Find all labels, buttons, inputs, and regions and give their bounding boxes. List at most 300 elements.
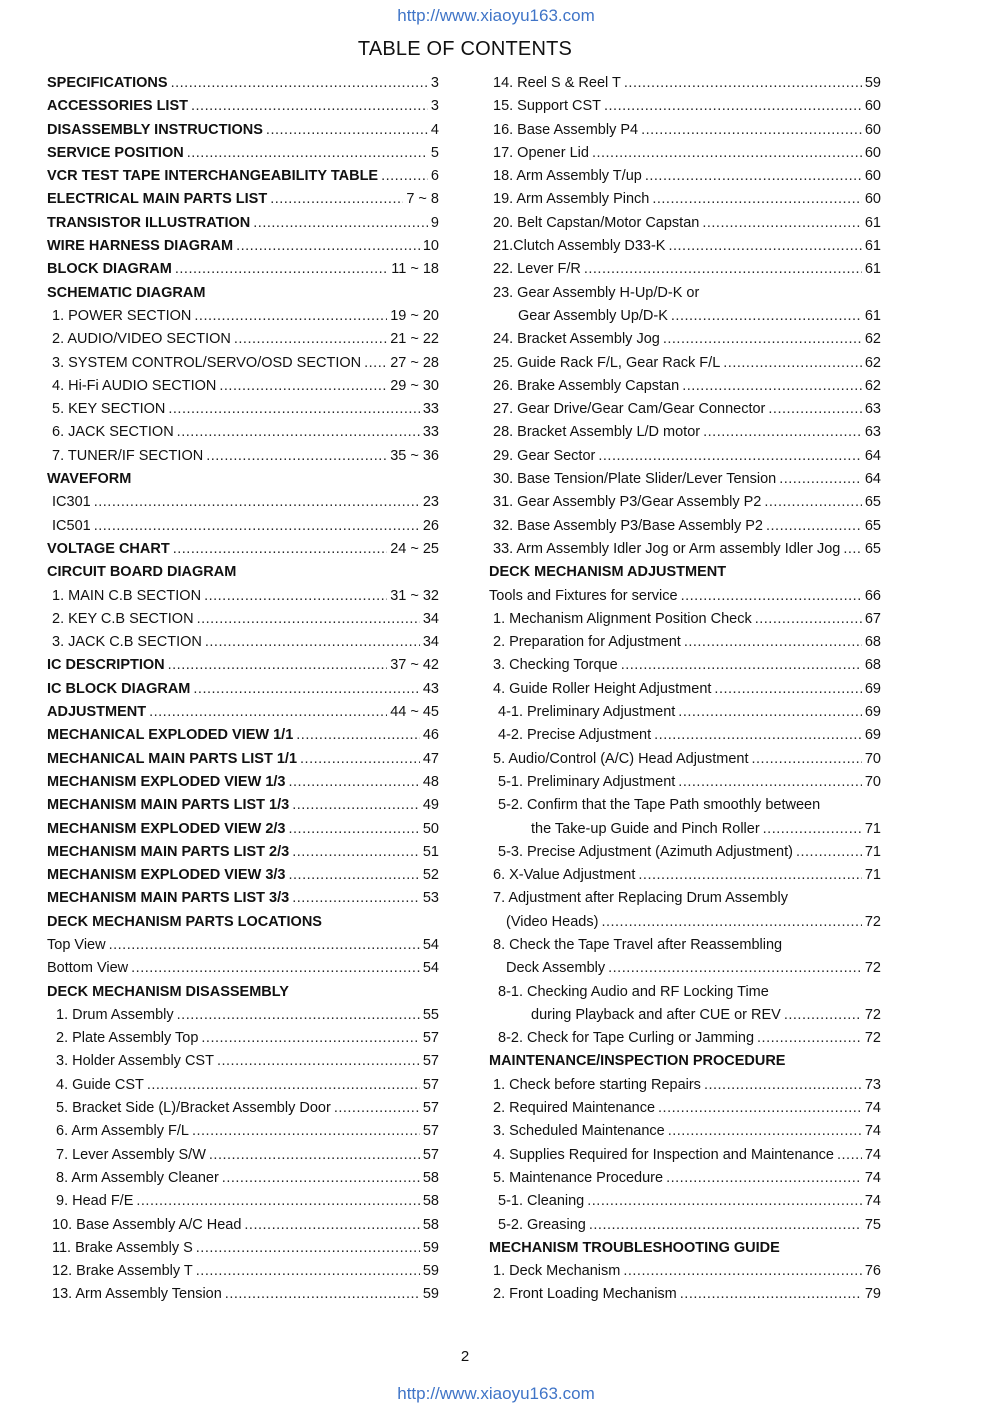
toc-entry-label: 5-2. Greasing bbox=[498, 1216, 586, 1233]
toc-entry[interactable] bbox=[47, 1190, 439, 1213]
toc-page-number: 71 bbox=[864, 867, 881, 884]
toc-entry[interactable] bbox=[489, 305, 881, 328]
toc-entry-label: 2. AUDIO/VIDEO SECTION bbox=[52, 331, 231, 348]
toc-entry[interactable] bbox=[489, 771, 881, 794]
toc-page-number: 34 bbox=[422, 634, 439, 651]
dot-leader bbox=[654, 724, 862, 747]
toc-entry[interactable] bbox=[47, 934, 439, 957]
dot-leader bbox=[222, 1167, 420, 1190]
dot-leader bbox=[658, 1097, 862, 1120]
toc-page-number: 73 bbox=[864, 1076, 881, 1093]
toc-page-number: 63 bbox=[864, 424, 881, 441]
toc-entry-label: 2. KEY C.B SECTION bbox=[52, 610, 194, 627]
toc-entry[interactable] bbox=[489, 491, 881, 514]
toc-entry-label: 21.Clutch Assembly D33-K bbox=[493, 238, 666, 255]
toc-entry[interactable] bbox=[489, 934, 881, 957]
toc-entry-label: 3. JACK C.B SECTION bbox=[52, 634, 202, 651]
toc-right-column bbox=[489, 72, 881, 1307]
dot-leader bbox=[131, 957, 420, 980]
toc-page-number: 51 bbox=[422, 843, 439, 860]
toc-section-heading: MECHANISM EXPLODED VIEW 2/3 bbox=[47, 820, 286, 837]
toc-entry[interactable] bbox=[47, 515, 439, 538]
toc-page-number: 47 bbox=[422, 750, 439, 767]
dot-leader bbox=[266, 119, 428, 142]
toc-entry[interactable] bbox=[489, 375, 881, 398]
toc-entry[interactable] bbox=[47, 398, 439, 421]
toc-entry[interactable] bbox=[489, 1050, 881, 1073]
toc-entry[interactable] bbox=[489, 1004, 881, 1027]
toc-entry[interactable] bbox=[47, 142, 439, 165]
toc-page-number: 10 bbox=[422, 238, 439, 255]
dot-leader bbox=[109, 934, 420, 957]
dot-leader bbox=[645, 165, 862, 188]
toc-entry-label: 7. Adjustment after Replacing Drum Assembly bbox=[493, 890, 788, 907]
toc-page-number: 11 ~ 18 bbox=[391, 261, 439, 278]
toc-section-heading: IC DESCRIPTION bbox=[47, 657, 165, 674]
toc-page-number: 54 bbox=[422, 960, 439, 977]
dot-leader bbox=[205, 631, 420, 654]
toc-page-number: 67 bbox=[864, 610, 881, 627]
toc-entry[interactable] bbox=[47, 328, 439, 351]
toc-page-number: 57 bbox=[422, 1146, 439, 1163]
toc-entry[interactable] bbox=[47, 375, 439, 398]
toc-entry[interactable] bbox=[489, 258, 881, 281]
toc-entry[interactable] bbox=[47, 1260, 439, 1283]
dot-leader bbox=[678, 771, 862, 794]
toc-page-number: 43 bbox=[422, 680, 439, 697]
toc-section-heading: MECHANICAL MAIN PARTS LIST 1/1 bbox=[47, 750, 298, 767]
toc-page-number: 35 ~ 36 bbox=[390, 447, 439, 464]
dot-leader bbox=[292, 841, 420, 864]
toc-entry[interactable] bbox=[489, 864, 881, 887]
toc-entry[interactable] bbox=[47, 165, 439, 188]
toc-entry[interactable] bbox=[489, 421, 881, 444]
dot-leader bbox=[621, 654, 862, 677]
dot-leader bbox=[194, 305, 387, 328]
toc-entry-label: the Take-up Guide and Pinch Roller bbox=[531, 820, 760, 837]
toc-section-heading: ACCESSORIES LIST bbox=[47, 98, 188, 115]
dot-leader bbox=[94, 491, 420, 514]
toc-entry[interactable] bbox=[489, 887, 881, 910]
toc-entry[interactable] bbox=[489, 212, 881, 235]
toc-entry[interactable] bbox=[489, 515, 881, 538]
dot-leader bbox=[253, 212, 428, 235]
dot-leader bbox=[668, 235, 861, 258]
dot-leader bbox=[837, 1144, 862, 1167]
toc-entry-label: 14. Reel S & Reel T bbox=[493, 75, 621, 91]
dot-leader bbox=[678, 701, 862, 724]
toc-entry[interactable] bbox=[47, 212, 439, 235]
dot-leader bbox=[292, 794, 420, 817]
toc-entry-label: 3. Scheduled Maintenance bbox=[493, 1123, 665, 1140]
toc-entry[interactable] bbox=[47, 188, 439, 211]
toc-entry[interactable] bbox=[47, 305, 439, 328]
toc-entry[interactable] bbox=[47, 654, 439, 677]
toc-entry-label: 8. Arm Assembly Cleaner bbox=[56, 1169, 219, 1186]
toc-entry-label: IC501 bbox=[52, 517, 91, 534]
dot-leader bbox=[197, 608, 420, 631]
dot-leader bbox=[763, 818, 862, 841]
toc-entry-label: 6. Arm Assembly F/L bbox=[56, 1123, 189, 1140]
toc-entry[interactable] bbox=[489, 165, 881, 188]
toc-page-number: 69 bbox=[864, 680, 881, 697]
toc-section-heading: DISASSEMBLY INSTRUCTIONS bbox=[47, 121, 263, 138]
toc-entry[interactable] bbox=[47, 95, 439, 118]
toc-entry-label: 1. Deck Mechanism bbox=[493, 1263, 621, 1280]
toc-entry[interactable] bbox=[47, 887, 439, 910]
toc-section-heading: MECHANISM EXPLODED VIEW 3/3 bbox=[47, 867, 286, 884]
toc-page-number: 49 bbox=[422, 797, 439, 814]
dot-leader bbox=[381, 165, 428, 188]
toc-entry[interactable] bbox=[489, 1097, 881, 1120]
toc-page-number: 63 bbox=[864, 401, 881, 418]
dot-leader bbox=[666, 1167, 862, 1190]
dot-leader bbox=[663, 328, 862, 351]
toc-entry-label: 11. Brake Assembly S bbox=[52, 1239, 193, 1256]
toc-entry[interactable] bbox=[47, 538, 439, 561]
page-number: 2 bbox=[460, 1348, 470, 1365]
toc-page-number: 54 bbox=[422, 936, 439, 953]
toc-entry[interactable] bbox=[489, 818, 881, 841]
toc-page-number: 72 bbox=[864, 1006, 881, 1023]
toc-page-number: 3 bbox=[430, 75, 439, 91]
dot-leader bbox=[196, 1260, 420, 1283]
toc-entry[interactable] bbox=[489, 95, 881, 118]
toc-entry[interactable] bbox=[47, 957, 439, 980]
dot-leader bbox=[209, 1144, 420, 1167]
toc-entry[interactable] bbox=[489, 1260, 881, 1283]
dot-leader bbox=[288, 864, 419, 887]
toc-page-number: 62 bbox=[864, 354, 881, 371]
dot-leader bbox=[768, 398, 861, 421]
toc-page-number: 75 bbox=[864, 1216, 881, 1233]
toc-entry[interactable] bbox=[47, 1283, 439, 1306]
toc-section-heading: SPECIFICATIONS bbox=[47, 75, 168, 91]
toc-entry-label: 7. TUNER/IF SECTION bbox=[52, 447, 204, 464]
toc-entry[interactable] bbox=[489, 538, 881, 561]
dot-leader bbox=[244, 1214, 419, 1237]
toc-entry[interactable] bbox=[489, 398, 881, 421]
dot-leader bbox=[784, 1004, 862, 1027]
toc-entry[interactable] bbox=[47, 561, 439, 584]
toc-entry-label: 5. KEY SECTION bbox=[52, 401, 166, 418]
toc-entry[interactable] bbox=[47, 352, 439, 375]
toc-entry-label: 2. Required Maintenance bbox=[493, 1100, 656, 1117]
toc-entry-label: 31. Gear Assembly P3/Gear Assembly P2 bbox=[493, 494, 762, 511]
toc-entry[interactable] bbox=[47, 981, 439, 1004]
toc-entry-label: 1. Mechanism Alignment Position Check bbox=[493, 610, 752, 627]
dot-leader bbox=[584, 258, 862, 281]
toc-entry-label: 26. Brake Assembly Capstan bbox=[493, 377, 680, 394]
dot-leader bbox=[702, 212, 862, 235]
toc-entry[interactable] bbox=[47, 748, 439, 771]
toc-page-number: 79 bbox=[864, 1286, 881, 1303]
dot-leader bbox=[168, 398, 420, 421]
toc-entry[interactable] bbox=[489, 1144, 881, 1167]
toc-left-column bbox=[47, 72, 439, 1307]
toc-entry-label: 6. JACK SECTION bbox=[52, 424, 174, 441]
dot-leader bbox=[766, 515, 862, 538]
toc-entry[interactable] bbox=[47, 818, 439, 841]
toc-entry-label: 13. Arm Assembly Tension bbox=[52, 1286, 222, 1303]
toc-entry[interactable] bbox=[47, 1120, 439, 1143]
toc-entry[interactable] bbox=[47, 724, 439, 747]
toc-entry[interactable] bbox=[489, 585, 881, 608]
toc-entry-label: 2. Plate Assembly Top bbox=[56, 1030, 199, 1047]
dot-leader bbox=[196, 1237, 420, 1260]
toc-entry[interactable] bbox=[489, 701, 881, 724]
dot-leader bbox=[187, 142, 428, 165]
toc-entry[interactable] bbox=[489, 1237, 881, 1260]
dot-leader bbox=[192, 1120, 420, 1143]
toc-section-heading: CIRCUIT BOARD DIAGRAM bbox=[47, 564, 237, 581]
dot-leader bbox=[598, 445, 862, 468]
toc-section-heading: DECK MECHANISM ADJUSTMENT bbox=[489, 564, 727, 581]
dot-leader bbox=[94, 515, 420, 538]
dot-leader bbox=[173, 538, 387, 561]
toc-entry[interactable] bbox=[47, 701, 439, 724]
toc-entry[interactable] bbox=[47, 421, 439, 444]
toc-section-heading: BLOCK DIAGRAM bbox=[47, 261, 172, 278]
toc-section-heading: ELECTRICAL MAIN PARTS LIST bbox=[47, 191, 268, 208]
dot-leader bbox=[300, 748, 420, 771]
toc-entry[interactable] bbox=[489, 724, 881, 747]
toc-page-number: 72 bbox=[864, 960, 881, 977]
toc-entry-label: during Playback and after CUE or REV bbox=[531, 1006, 781, 1023]
toc-page-number: 7 ~ 8 bbox=[406, 191, 439, 208]
toc-entry[interactable] bbox=[489, 841, 881, 864]
toc-entry[interactable] bbox=[489, 235, 881, 258]
toc-entry[interactable] bbox=[489, 981, 881, 1004]
toc-section-heading: MECHANICAL EXPLODED VIEW 1/1 bbox=[47, 727, 294, 744]
toc-entry[interactable] bbox=[47, 258, 439, 281]
toc-entry[interactable] bbox=[47, 585, 439, 608]
toc-page-number: 31 ~ 32 bbox=[390, 587, 439, 604]
toc-entry-label: 4. Guide Roller Height Adjustment bbox=[493, 680, 712, 697]
toc-entry[interactable] bbox=[47, 1167, 439, 1190]
toc-entry-label: 7. Lever Assembly S/W bbox=[56, 1146, 206, 1163]
toc-entry-label: 6. X-Value Adjustment bbox=[493, 867, 636, 884]
toc-entry-label: 5. Bracket Side (L)/Bracket Assembly Door bbox=[56, 1100, 331, 1117]
toc-entry[interactable] bbox=[47, 864, 439, 887]
toc-entry[interactable] bbox=[47, 1050, 439, 1073]
toc-section-heading: MECHANISM EXPLODED VIEW 1/3 bbox=[47, 773, 286, 790]
toc-entry[interactable] bbox=[489, 1120, 881, 1143]
toc-page-number: 55 bbox=[422, 1006, 439, 1023]
toc-section-heading: TRANSISTOR ILLUSTRATION bbox=[47, 214, 251, 231]
toc-entry[interactable] bbox=[47, 678, 439, 701]
watermark-url-bottom[interactable]: http://www.xiaoyu163.com bbox=[397, 1384, 595, 1403]
toc-page-number: 61 bbox=[864, 214, 881, 231]
toc-entry[interactable] bbox=[489, 911, 881, 934]
toc-entry-label: 5-2. Confirm that the Tape Path smoothly between bbox=[498, 797, 821, 814]
toc-entry[interactable] bbox=[489, 468, 881, 491]
toc-page-number: 65 bbox=[864, 540, 881, 557]
dot-leader bbox=[681, 585, 862, 608]
toc-section-heading: SERVICE POSITION bbox=[47, 144, 184, 161]
toc-entry[interactable] bbox=[489, 352, 881, 375]
toc-entry[interactable] bbox=[489, 748, 881, 771]
watermark-url-top[interactable]: http://www.xiaoyu163.com bbox=[397, 6, 595, 25]
toc-entry-label: 2. Front Loading Mechanism bbox=[493, 1286, 677, 1303]
toc-section-heading: ADJUSTMENT bbox=[47, 704, 147, 721]
dot-leader bbox=[193, 678, 419, 701]
toc-page-number: 65 bbox=[864, 517, 881, 534]
toc-entry[interactable] bbox=[47, 72, 439, 95]
toc-entry[interactable] bbox=[489, 654, 881, 677]
toc-page-number: 57 bbox=[422, 1100, 439, 1117]
toc-entry[interactable] bbox=[47, 1097, 439, 1120]
toc-page-number: 61 bbox=[864, 261, 881, 278]
toc-entry[interactable] bbox=[47, 119, 439, 142]
toc-page-number: 74 bbox=[864, 1193, 881, 1210]
toc-entry[interactable] bbox=[489, 1283, 881, 1306]
toc-entry[interactable] bbox=[489, 794, 881, 817]
dot-leader bbox=[796, 841, 862, 864]
dot-leader bbox=[624, 72, 862, 95]
dot-leader bbox=[684, 631, 862, 654]
toc-page-number: 33 bbox=[422, 401, 439, 418]
toc-entry[interactable] bbox=[489, 282, 881, 305]
toc-page-number: 66 bbox=[864, 587, 881, 604]
dot-leader bbox=[704, 1074, 862, 1097]
toc-entry-label: 4-1. Preliminary Adjustment bbox=[498, 704, 676, 721]
toc-page-number: 70 bbox=[864, 773, 881, 790]
dot-leader bbox=[755, 608, 862, 631]
toc-section-heading: WIRE HARNESS DIAGRAM bbox=[47, 238, 234, 255]
toc-entry-label: (Video Heads) bbox=[506, 913, 599, 930]
dot-leader bbox=[703, 421, 862, 444]
dot-leader bbox=[234, 328, 387, 351]
dot-leader bbox=[714, 678, 861, 701]
toc-entry-label: 18. Arm Assembly T/up bbox=[493, 168, 642, 185]
dot-leader bbox=[334, 1097, 420, 1120]
toc-entry[interactable] bbox=[47, 841, 439, 864]
toc-page-number: 19 ~ 20 bbox=[390, 307, 439, 324]
toc-entry-label: 8-2. Check for Tape Curling or Jamming bbox=[498, 1030, 755, 1047]
toc-page-number: 58 bbox=[422, 1169, 439, 1186]
toc-entry[interactable] bbox=[489, 1214, 881, 1237]
toc-page-number: 5 bbox=[430, 144, 439, 161]
toc-section-heading: MECHANISM TROUBLESHOOTING GUIDE bbox=[489, 1239, 780, 1256]
dot-leader bbox=[177, 421, 420, 444]
toc-entry[interactable] bbox=[47, 282, 439, 305]
dot-leader bbox=[288, 771, 419, 794]
toc-page-number: 74 bbox=[864, 1100, 881, 1117]
toc-entry-label: 3. SYSTEM CONTROL/SERVO/OSD SECTION bbox=[52, 354, 362, 371]
toc-entry[interactable] bbox=[47, 1144, 439, 1167]
toc-entry[interactable] bbox=[489, 678, 881, 701]
toc-entry-label: 16. Base Assembly P4 bbox=[493, 121, 639, 138]
toc-entry[interactable] bbox=[47, 445, 439, 468]
dot-leader bbox=[723, 352, 862, 375]
dot-leader bbox=[638, 864, 861, 887]
toc-page-number: 44 ~ 45 bbox=[390, 704, 439, 721]
toc-section-heading: MECHANISM MAIN PARTS LIST 1/3 bbox=[47, 797, 290, 814]
toc-entry[interactable] bbox=[489, 631, 881, 654]
toc-entry[interactable] bbox=[489, 142, 881, 165]
toc-entry[interactable] bbox=[489, 119, 881, 142]
toc-entry[interactable] bbox=[47, 468, 439, 491]
dot-leader bbox=[779, 468, 862, 491]
toc-page-number: 48 bbox=[422, 773, 439, 790]
toc-page-number: 69 bbox=[864, 727, 881, 744]
toc-entry-label: 2. Preparation for Adjustment bbox=[493, 634, 681, 651]
dot-leader bbox=[604, 95, 862, 118]
toc-entry[interactable] bbox=[47, 631, 439, 654]
toc-page-number: 52 bbox=[422, 867, 439, 884]
toc-page-number: 24 ~ 25 bbox=[390, 540, 439, 557]
toc-entry[interactable] bbox=[47, 608, 439, 631]
toc-entry[interactable] bbox=[489, 1190, 881, 1213]
toc-entry[interactable] bbox=[489, 1027, 881, 1050]
toc-entry[interactable] bbox=[489, 188, 881, 211]
toc-entry-label: 20. Belt Capstan/Motor Capstan bbox=[493, 214, 700, 231]
toc-page-number: 62 bbox=[864, 377, 881, 394]
toc-entry[interactable] bbox=[47, 1214, 439, 1237]
toc-entry-label: 25. Guide Rack F/L, Gear Rack F/L bbox=[493, 354, 721, 371]
toc-entry-label: 10. Base Assembly A/C Head bbox=[52, 1216, 242, 1233]
toc-entry[interactable] bbox=[489, 561, 881, 584]
toc-entry-label: 17. Opener Lid bbox=[493, 144, 589, 161]
toc-entry[interactable] bbox=[47, 491, 439, 514]
dot-leader bbox=[136, 1190, 419, 1213]
toc-entry[interactable] bbox=[47, 1027, 439, 1050]
toc-entry[interactable] bbox=[47, 771, 439, 794]
dot-leader bbox=[206, 445, 387, 468]
toc-entry[interactable] bbox=[47, 235, 439, 258]
toc-entry[interactable] bbox=[489, 1074, 881, 1097]
dot-leader bbox=[225, 1283, 420, 1306]
toc-page-number: 62 bbox=[864, 331, 881, 348]
toc-entry[interactable] bbox=[489, 608, 881, 631]
toc-section-heading: DECK MECHANISM PARTS LOCATIONS bbox=[47, 913, 322, 930]
toc-page-number: 58 bbox=[422, 1193, 439, 1210]
toc-page-number: 76 bbox=[864, 1263, 881, 1280]
dot-leader bbox=[843, 538, 862, 561]
toc-page-number: 26 bbox=[422, 517, 439, 534]
dot-leader bbox=[668, 1120, 862, 1143]
toc-entry[interactable] bbox=[489, 72, 881, 95]
toc-entry[interactable] bbox=[489, 445, 881, 468]
dot-leader bbox=[204, 585, 387, 608]
toc-entry[interactable] bbox=[489, 328, 881, 351]
toc-entry[interactable] bbox=[47, 794, 439, 817]
toc-page-number: 74 bbox=[864, 1146, 881, 1163]
toc-entry[interactable] bbox=[47, 1237, 439, 1260]
toc-section-heading: MAINTENANCE/INSPECTION PROCEDURE bbox=[489, 1053, 786, 1070]
toc-page-number: 3 bbox=[430, 98, 439, 115]
dot-leader bbox=[236, 235, 420, 258]
toc-page-number: 59 bbox=[422, 1263, 439, 1280]
toc-entry[interactable] bbox=[47, 1074, 439, 1097]
toc-entry[interactable] bbox=[489, 957, 881, 980]
toc-entry-label: 3. Checking Torque bbox=[493, 657, 618, 674]
toc-page-number: 60 bbox=[864, 191, 881, 208]
dot-leader bbox=[270, 188, 403, 211]
dot-leader bbox=[292, 887, 420, 910]
dot-leader bbox=[757, 1027, 862, 1050]
toc-page-number: 61 bbox=[864, 307, 881, 324]
toc-page-number: 57 bbox=[422, 1123, 439, 1140]
toc-entry-label: 30. Base Tension/Plate Slider/Lever Tension bbox=[493, 471, 777, 488]
toc-entry-label: 23. Gear Assembly H-Up/D-K or bbox=[493, 284, 700, 301]
toc-page-number: 57 bbox=[422, 1030, 439, 1047]
toc-entry[interactable] bbox=[47, 1004, 439, 1027]
toc-entry[interactable] bbox=[47, 911, 439, 934]
toc-entry[interactable] bbox=[489, 1167, 881, 1190]
toc-page-number: 71 bbox=[864, 820, 881, 837]
